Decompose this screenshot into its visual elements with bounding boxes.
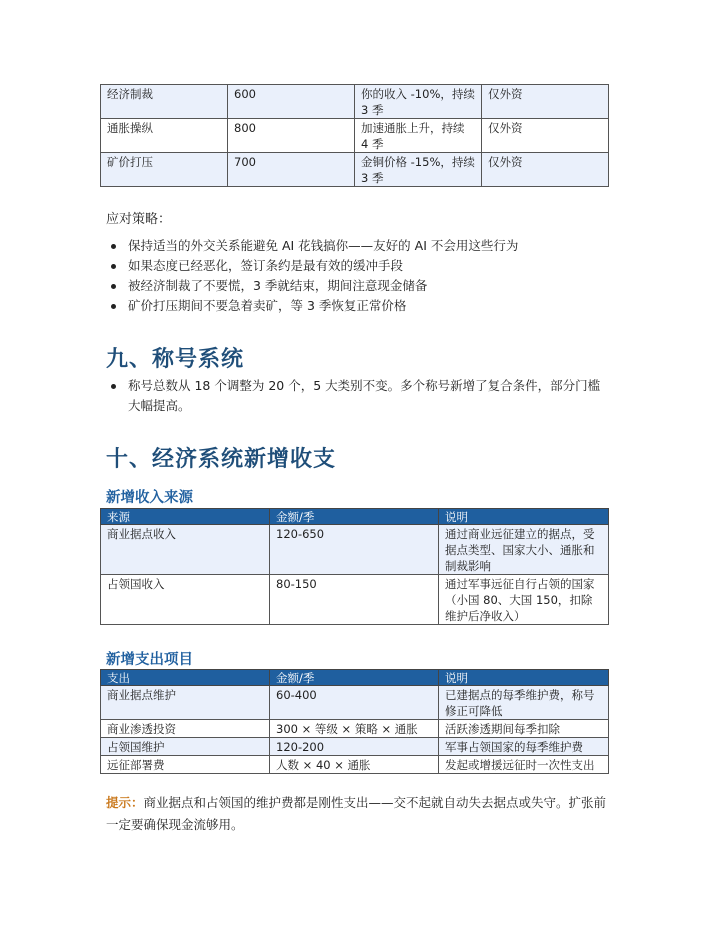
tip-paragraph [106, 792, 616, 836]
table-cell: 商业据点维护 [101, 686, 270, 720]
list-item: 称号总数从 18 个调整为 20 个，5 大类别不变。多个称号新增了复合条件，部分门槛大幅提高。 [108, 376, 608, 416]
table-cell: 通胀操纵 [101, 119, 228, 153]
column-header: 支出 [101, 670, 270, 686]
table-cell: 800 [228, 119, 355, 153]
table-cell: 仅外资 [482, 153, 609, 187]
tip-text: 商业据点和占领国的维护费都是刚性支出——交不起就自动失去据点或失守。扩张前一定要确保现金流够用。 [106, 795, 607, 832]
table-row [101, 119, 609, 153]
table-cell: 加速通胀上升，持续 4 季 [355, 119, 482, 153]
column-header: 说明 [439, 509, 609, 525]
subsection-heading: 新增收入来源 [106, 490, 193, 506]
table-cell: 商业渗透投资 [101, 720, 270, 738]
table-cell: 700 [228, 153, 355, 187]
strategy-label: 应对策略： [106, 212, 172, 227]
section-heading: 十、经济系统新增收支 [106, 447, 337, 472]
section-heading: 九、称号系统 [106, 347, 245, 372]
strategy-list [108, 236, 618, 316]
table-cell: 300 × 等级 × 策略 × 通胀 [270, 720, 439, 738]
subsection-heading: 新增支出项目 [106, 652, 193, 668]
table-cell: 你的收入 -10%，持续 3 季 [355, 85, 482, 119]
column-header: 金额/季 [270, 670, 439, 686]
column-header: 来源 [101, 509, 270, 525]
table-row [101, 153, 609, 187]
table-cell: 经济制裁 [101, 85, 228, 119]
list-item: 矿价打压期间不要急着卖矿，等 3 季恢复正常价格 [108, 296, 618, 316]
table-row [101, 686, 609, 720]
list-item: 保持适当的外交关系能避免 AI 花钱搞你——友好的 AI 不会用这些行为 [108, 236, 618, 256]
table-cell: 已建据点的每季维护费，称号修正可降低 [439, 686, 609, 720]
column-header: 金额/季 [270, 509, 439, 525]
tip-label: 提示： [106, 795, 144, 810]
table-cell: 120-650 [270, 525, 439, 575]
table-cell: 商业据点收入 [101, 525, 270, 575]
table-cell: 人数 × 40 × 通胀 [270, 756, 439, 774]
list-item: 如果态度已经恶化，签订条约是最有效的缓冲手段 [108, 256, 618, 276]
table-header-row [101, 509, 609, 525]
table-cell: 金铜价格 -15%，持续 3 季 [355, 153, 482, 187]
section9-list [108, 376, 608, 416]
table-cell: 矿价打压 [101, 153, 228, 187]
table-cell: 占领国收入 [101, 575, 270, 625]
table-cell: 远征部署费 [101, 756, 270, 774]
table-cell: 通过军事远征自行占领的国家（小国 80、大国 150，扣除维护后净收入） [439, 575, 609, 625]
table-cell: 600 [228, 85, 355, 119]
table-cell: 活跃渗透期间每季扣除 [439, 720, 609, 738]
expense-table [100, 669, 609, 774]
column-header: 说明 [439, 670, 609, 686]
list-item: 被经济制裁了不要慌，3 季就结束，期间注意现金储备 [108, 276, 618, 296]
table-header-row [101, 670, 609, 686]
table-cell: 通过商业远征建立的据点，受据点类型、国家大小、通胀和制裁影响 [439, 525, 609, 575]
income-table [100, 508, 609, 625]
sanctions-table [100, 84, 609, 187]
table-row [101, 720, 609, 738]
table-cell: 占领国维护 [101, 738, 270, 756]
table-cell: 60-400 [270, 686, 439, 720]
table-cell: 仅外资 [482, 85, 609, 119]
table-cell: 120-200 [270, 738, 439, 756]
table-row [101, 756, 609, 774]
table-cell: 军事占领国家的每季维护费 [439, 738, 609, 756]
table-row [101, 575, 609, 625]
table-row [101, 738, 609, 756]
table-cell: 发起或增援远征时一次性支出 [439, 756, 609, 774]
table-cell: 80-150 [270, 575, 439, 625]
table-row [101, 525, 609, 575]
table-cell: 仅外资 [482, 119, 609, 153]
table-row [101, 85, 609, 119]
